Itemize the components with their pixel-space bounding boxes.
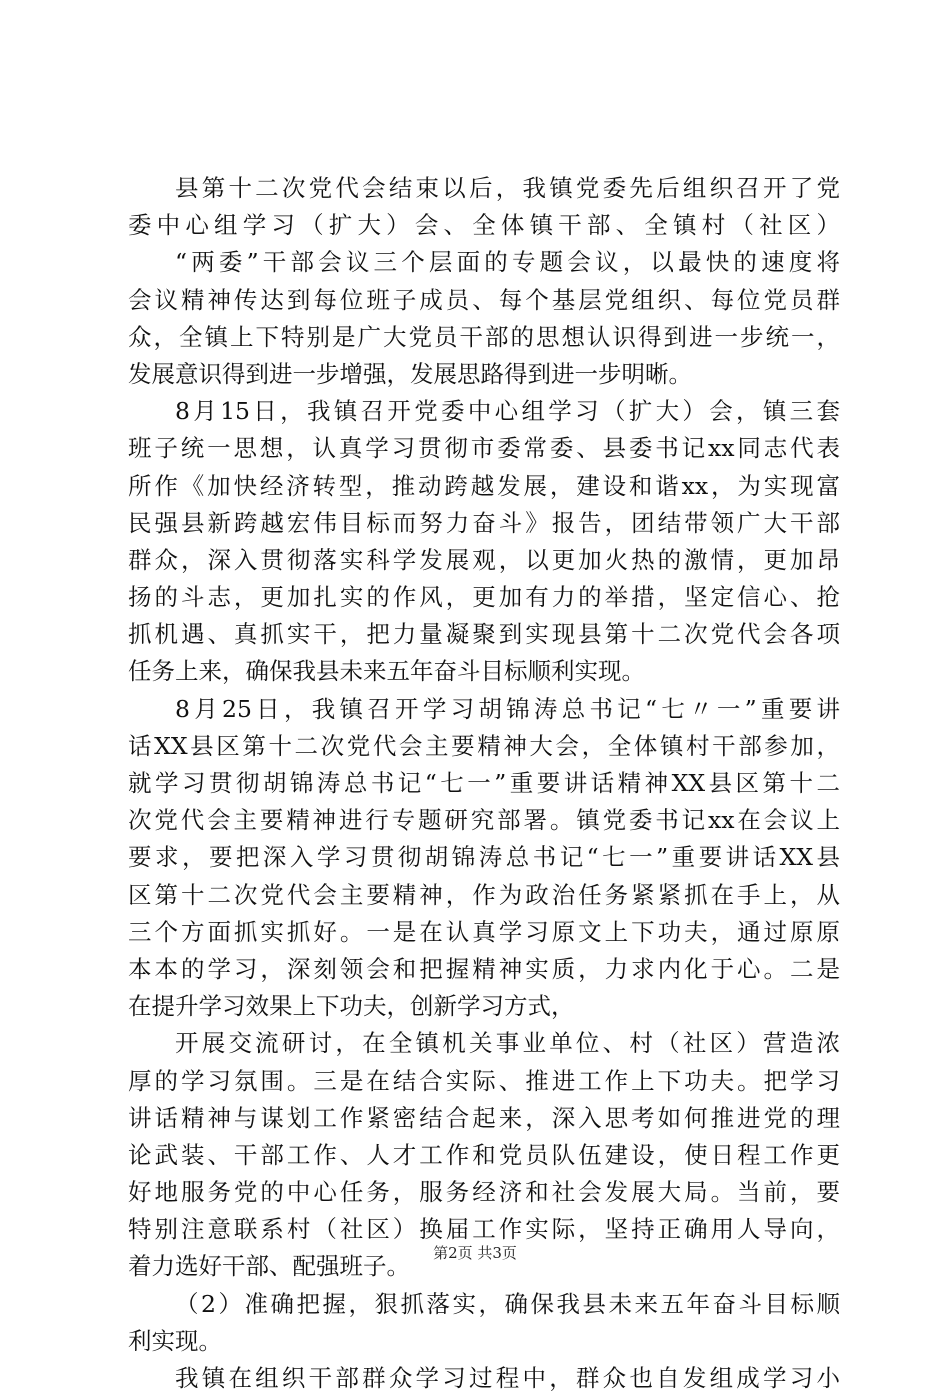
document-body [128, 170, 840, 1397]
text-line: 所作《加快经济转型，推动跨越发展，建设和谐xx，为实现富 [128, 471, 840, 500]
page-footer: 第2页 共3页 [433, 1244, 517, 1262]
text-line: 发展意识得到进一步增强，发展思路得到进一步明晰。 [128, 359, 692, 388]
text-line: 本本的学习，深刻领会和把握精神实质，力求内化于心。二是 [128, 954, 840, 983]
text-line: 开展交流研讨，在全镇机关事业单位、村（社区）营造浓 [175, 1029, 840, 1058]
text-line: 要求，要把深入学习贯彻胡锦涛总书记“七一”重要讲话XX县 [128, 843, 840, 872]
text-line: 县第十二次党代会结束以后，我镇党委先后组织召开了党 [175, 174, 840, 202]
text-line: 扬的斗志，更加扎实的作风，更加有力的举措，坚定信心、抢 [128, 583, 840, 612]
text-line: 次党代会主要精神进行专题研究部署。镇党委书记xx在会议上 [128, 806, 840, 835]
text-line: 班子统一思想，认真学习贯彻市委常委、县委书记xx同志代表 [128, 434, 840, 463]
text-line: 厚的学习氛围。三是在结合实际、推进工作上下功夫。把学习 [128, 1066, 840, 1095]
text-line: 在提升学习效果上下功夫，创新学习方式， [128, 992, 575, 1021]
text-line: 特别注意联系村（社区）换届工作实际，坚持正确用人导向， [128, 1215, 840, 1244]
text-line: 区第十二次党代会主要精神，作为政治任务紧紧抓在手上，从 [128, 880, 840, 909]
text-line: 就学习贯彻胡锦涛总书记“七一”重要讲话精神XX县区第十二 [128, 769, 840, 797]
text-line: 众，全镇上下特别是广大党员干部的思想认识得到进一步统一， [128, 322, 840, 351]
text-line: 8月25日，我镇召开学习胡锦涛总书记“七〃一”重要讲 [175, 694, 840, 723]
text-line: 利实现。 [128, 1326, 222, 1355]
text-line: 着力选好干部、配强班子。 [128, 1252, 410, 1281]
text-line: 群众，深入贯彻落实科学发展观，以更加火热的激情，更加昂 [128, 545, 840, 574]
text-line: 三个方面抓实抓好。一是在认真学习原文上下功夫，通过原原 [128, 917, 840, 946]
text-line: “两委”干部会议三个层面的专题会议，以最快的速度将 [175, 248, 840, 277]
text-line: 民强县新跨越宏伟目标而努力奋斗》报告，团结带领广大干部 [128, 508, 840, 537]
text-line: （2）准确把握，狠抓落实，确保我县未来五年奋斗目标顺 [175, 1289, 840, 1318]
text-line: 任务上来，确保我县未来五年奋斗目标顺利实现。 [128, 657, 645, 686]
text-line: 论武装、干部工作、人才工作和党员队伍建设，使日程工作更 [128, 1140, 840, 1169]
text-line: 8月15日，我镇召开党委中心组学习（扩大）会，镇三套 [175, 397, 840, 426]
text-line: 讲话精神与谋划工作紧密结合起来，深入思考如何推进党的理 [128, 1103, 840, 1132]
text-line: 抓机遇、真抓实干，把力量凝聚到实现县第十二次党代会各项 [128, 620, 840, 649]
text-line: 我镇在组织干部群众学习过程中，群众也自发组成学习小 [175, 1364, 840, 1392]
text-line: 委中心组学习（扩大）会、全体镇干部、全镇村（社区） [128, 211, 840, 240]
text-line: 话XX县区第十二次党代会主要精神大会，全体镇村干部参加， [128, 731, 840, 760]
text-line: 会议精神传达到每位班子成员、每个基层党组织、每位党员群 [128, 285, 840, 314]
text-line: 好地服务党的中心任务，服务经济和社会发展大局。当前，要 [128, 1178, 840, 1207]
